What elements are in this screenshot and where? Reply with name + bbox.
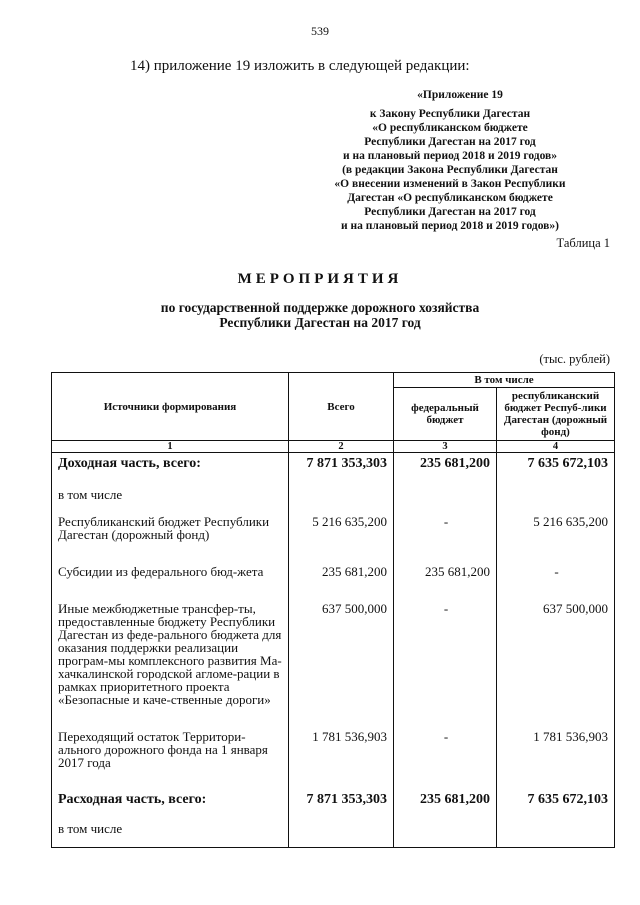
column-number: 4 bbox=[497, 441, 615, 453]
cell-total: 5 216 635,200 bbox=[289, 511, 394, 561]
table-row bbox=[52, 598, 615, 726]
appendix-line: и на плановый период 2018 и 2019 годов» bbox=[342, 150, 558, 162]
appendix-line: Республики Дагестан на 2017 год bbox=[364, 206, 536, 218]
cell-federal: - bbox=[394, 726, 497, 789]
column-number: 1 bbox=[52, 441, 289, 453]
row-label: в том числе bbox=[52, 476, 289, 511]
column-number: 2 bbox=[289, 441, 394, 453]
cell-federal: - bbox=[394, 511, 497, 561]
appendix-line: Дагестан «О республиканском бюджете bbox=[347, 192, 553, 204]
table-row bbox=[52, 511, 615, 561]
row-label: Расходная часть, всего: bbox=[52, 789, 289, 812]
table-row-including bbox=[52, 476, 615, 511]
cell-total: 235 681,200 bbox=[289, 561, 394, 598]
cell-federal bbox=[394, 812, 497, 848]
table-label: Таблица 1 bbox=[556, 236, 610, 250]
appendix-line: и на плановый период 2018 и 2019 годов») bbox=[341, 220, 559, 232]
cell-republic: 7 635 672,103 bbox=[497, 453, 615, 477]
row-label: Республиканский бюджет Республики Дагестан (дорожный фонд) bbox=[52, 511, 289, 561]
subtitle-line: Республики Дагестан на 2017 год bbox=[219, 315, 421, 330]
cell-total: 7 871 353,303 bbox=[289, 789, 394, 812]
funding-table bbox=[51, 372, 615, 848]
header-including: В том числе bbox=[394, 373, 615, 388]
cell-total: 7 871 353,303 bbox=[289, 453, 394, 477]
header-source: Источники формирования bbox=[52, 373, 289, 441]
cell-federal: 235 681,200 bbox=[394, 561, 497, 598]
cell-federal: 235 681,200 bbox=[394, 453, 497, 477]
cell-total bbox=[289, 476, 394, 511]
page-number: 539 bbox=[311, 24, 329, 38]
document-title: МЕРОПРИЯТИЯ bbox=[237, 271, 403, 287]
row-label: Переходящий остаток Территори-ального дорожного фонда на 1 января 2017 года bbox=[52, 726, 289, 789]
row-label: Иные межбюджетные трансфер-ты, предоставленные бюджету Республики Дагестан из феде-рального бюджета для оказания поддержки реализации програм-мы комплексного развития Ма-хачкалинской городской агломе-рации в рамках приоритетного проекта «Безопасные и каче-ственные дороги» bbox=[52, 598, 289, 726]
header-republic: республиканский бюджет Респуб-лики Дагестан (дорожный фонд) bbox=[497, 388, 615, 441]
cell-republic: 637 500,000 bbox=[497, 598, 615, 726]
cell-federal bbox=[394, 476, 497, 511]
header-row bbox=[52, 373, 615, 388]
cell-republic: - bbox=[497, 561, 615, 598]
unit-label: (тыс. рублей) bbox=[539, 352, 610, 366]
appendix-line: (в редакции Закона Республики Дагестан bbox=[342, 164, 558, 176]
row-label: Субсидии из федерального бюд-жета bbox=[52, 561, 289, 598]
appendix-line: «О внесении изменений в Закон Республики bbox=[334, 178, 566, 190]
document-subtitle bbox=[0, 300, 640, 330]
column-number: 3 bbox=[394, 441, 497, 453]
cell-federal: 235 681,200 bbox=[394, 789, 497, 812]
cell-total: 1 781 536,903 bbox=[289, 726, 394, 789]
row-label: в том числе bbox=[52, 812, 289, 848]
header-federal: федеральный бюджет bbox=[394, 388, 497, 441]
intro-text: 14) приложение 19 изложить в следующей редакции: bbox=[130, 58, 470, 74]
appendix-header bbox=[300, 88, 600, 233]
appendix-line: «О республиканском бюджете bbox=[372, 122, 528, 134]
cell-republic: 5 216 635,200 bbox=[497, 511, 615, 561]
table-row bbox=[52, 726, 615, 789]
header-total: Всего bbox=[289, 373, 394, 441]
column-number-row bbox=[52, 441, 615, 453]
cell-republic bbox=[497, 476, 615, 511]
subtitle-line: по государственной поддержке дорожного хозяйства bbox=[160, 300, 480, 315]
cell-republic: 1 781 536,903 bbox=[497, 726, 615, 789]
appendix-title: «Приложение 19 bbox=[417, 89, 503, 101]
cell-total: 637 500,000 bbox=[289, 598, 394, 726]
cell-total bbox=[289, 812, 394, 848]
table-row-income-total bbox=[52, 453, 615, 477]
appendix-line: к Закону Республики Дагестан bbox=[369, 108, 531, 120]
row-label: Доходная часть, всего: bbox=[52, 453, 289, 477]
cell-republic bbox=[497, 812, 615, 848]
table-row-expense-total bbox=[52, 789, 615, 812]
cell-republic: 7 635 672,103 bbox=[497, 789, 615, 812]
table-row-including bbox=[52, 812, 615, 848]
cell-federal: - bbox=[394, 598, 497, 726]
appendix-line: Республики Дагестан на 2017 год bbox=[364, 136, 536, 148]
table-row bbox=[52, 561, 615, 598]
